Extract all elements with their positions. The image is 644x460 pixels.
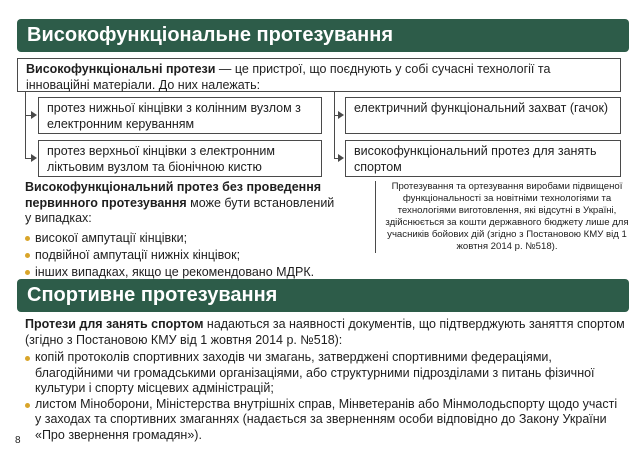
list-item: інших випадках, якщо це рекомендовано МДРК. xyxy=(25,264,365,281)
sport-intro-term: Протези для занять спортом xyxy=(25,317,204,331)
prosthesis-type-lower-limb: протез нижньої кінцівки з колінним вузлом з електронним керуванням xyxy=(38,97,322,134)
page-number: 8 xyxy=(15,435,21,446)
condition-term: Високофункціональний протез без проведення первинного протезування xyxy=(25,180,322,210)
list-item: високої ампутації кінцівки; xyxy=(25,230,365,247)
list-item: листом Міноборони, Міністерства внутрішніх справ, Мінветеранів або Мінмолодьспорту щодо участі у заходах та спортивних змаганнях (надається за зверненням особи відповідно до Закону України «Про звернення громадян»). xyxy=(25,397,625,444)
arrow-icon xyxy=(31,154,37,162)
list-item: подвійної ампутації нижніх кінцівок; xyxy=(25,247,365,264)
section-title-sport: Спортивне протезування xyxy=(17,279,629,312)
prosthesis-type-sport: високофункціональний протез для занять спортом xyxy=(345,140,621,177)
condition-list xyxy=(25,230,365,281)
arrow-icon xyxy=(31,111,37,119)
prosthesis-type-electric-grip: електричний функціональний захват (гачок) xyxy=(345,97,621,134)
arrow-icon xyxy=(338,154,344,162)
sport-intro-text: надаються за наявності документів, що підтверджують заняття спортом (згідно з Постановою КМУ від 1 жовтня 2014 р. №518): xyxy=(25,317,625,347)
sport-documents-list xyxy=(25,350,625,443)
section-title-high-functional: Високофункціональне протезування xyxy=(17,19,629,52)
arrow-icon xyxy=(338,111,344,119)
prosthesis-type-upper-limb: протез верхньої кінцівки з електронним ліктьовим вузлом та біонічною кистю xyxy=(38,140,322,177)
connector-left-vertical xyxy=(25,92,26,159)
condition-heading xyxy=(25,180,337,227)
condition-block xyxy=(25,180,365,281)
intro-definition-box xyxy=(17,58,621,92)
condition-text: може бути встановлений у випадках: xyxy=(25,195,335,225)
intro-text: — це пристрої, що поєднують у собі сучасні технології та інноваційні матеріали. До них належать: xyxy=(26,62,551,92)
sport-block xyxy=(25,317,625,443)
side-note: Протезування та ортезування виробами підвищеної функціональності за новітніми технологіями та технологіями виготовлення, які відсутні в Україні, здійснюється за кошти державного бюджету лише для учасників бойових дій (згідно з Постановою КМУ від 1 жовтня 2014 р. №518). xyxy=(375,181,632,253)
connector-right-vertical xyxy=(334,92,335,159)
sport-intro xyxy=(25,317,625,348)
list-item: копій протоколів спортивних заходів чи змагань, затверджені спортивними федераціями, благодійними чи громадськими організаціями, або структурними підрозділами з питань фізичної культури і спорту місцевих адміністрацій; xyxy=(25,350,625,397)
intro-term: Високофункціональні протези xyxy=(26,62,216,76)
